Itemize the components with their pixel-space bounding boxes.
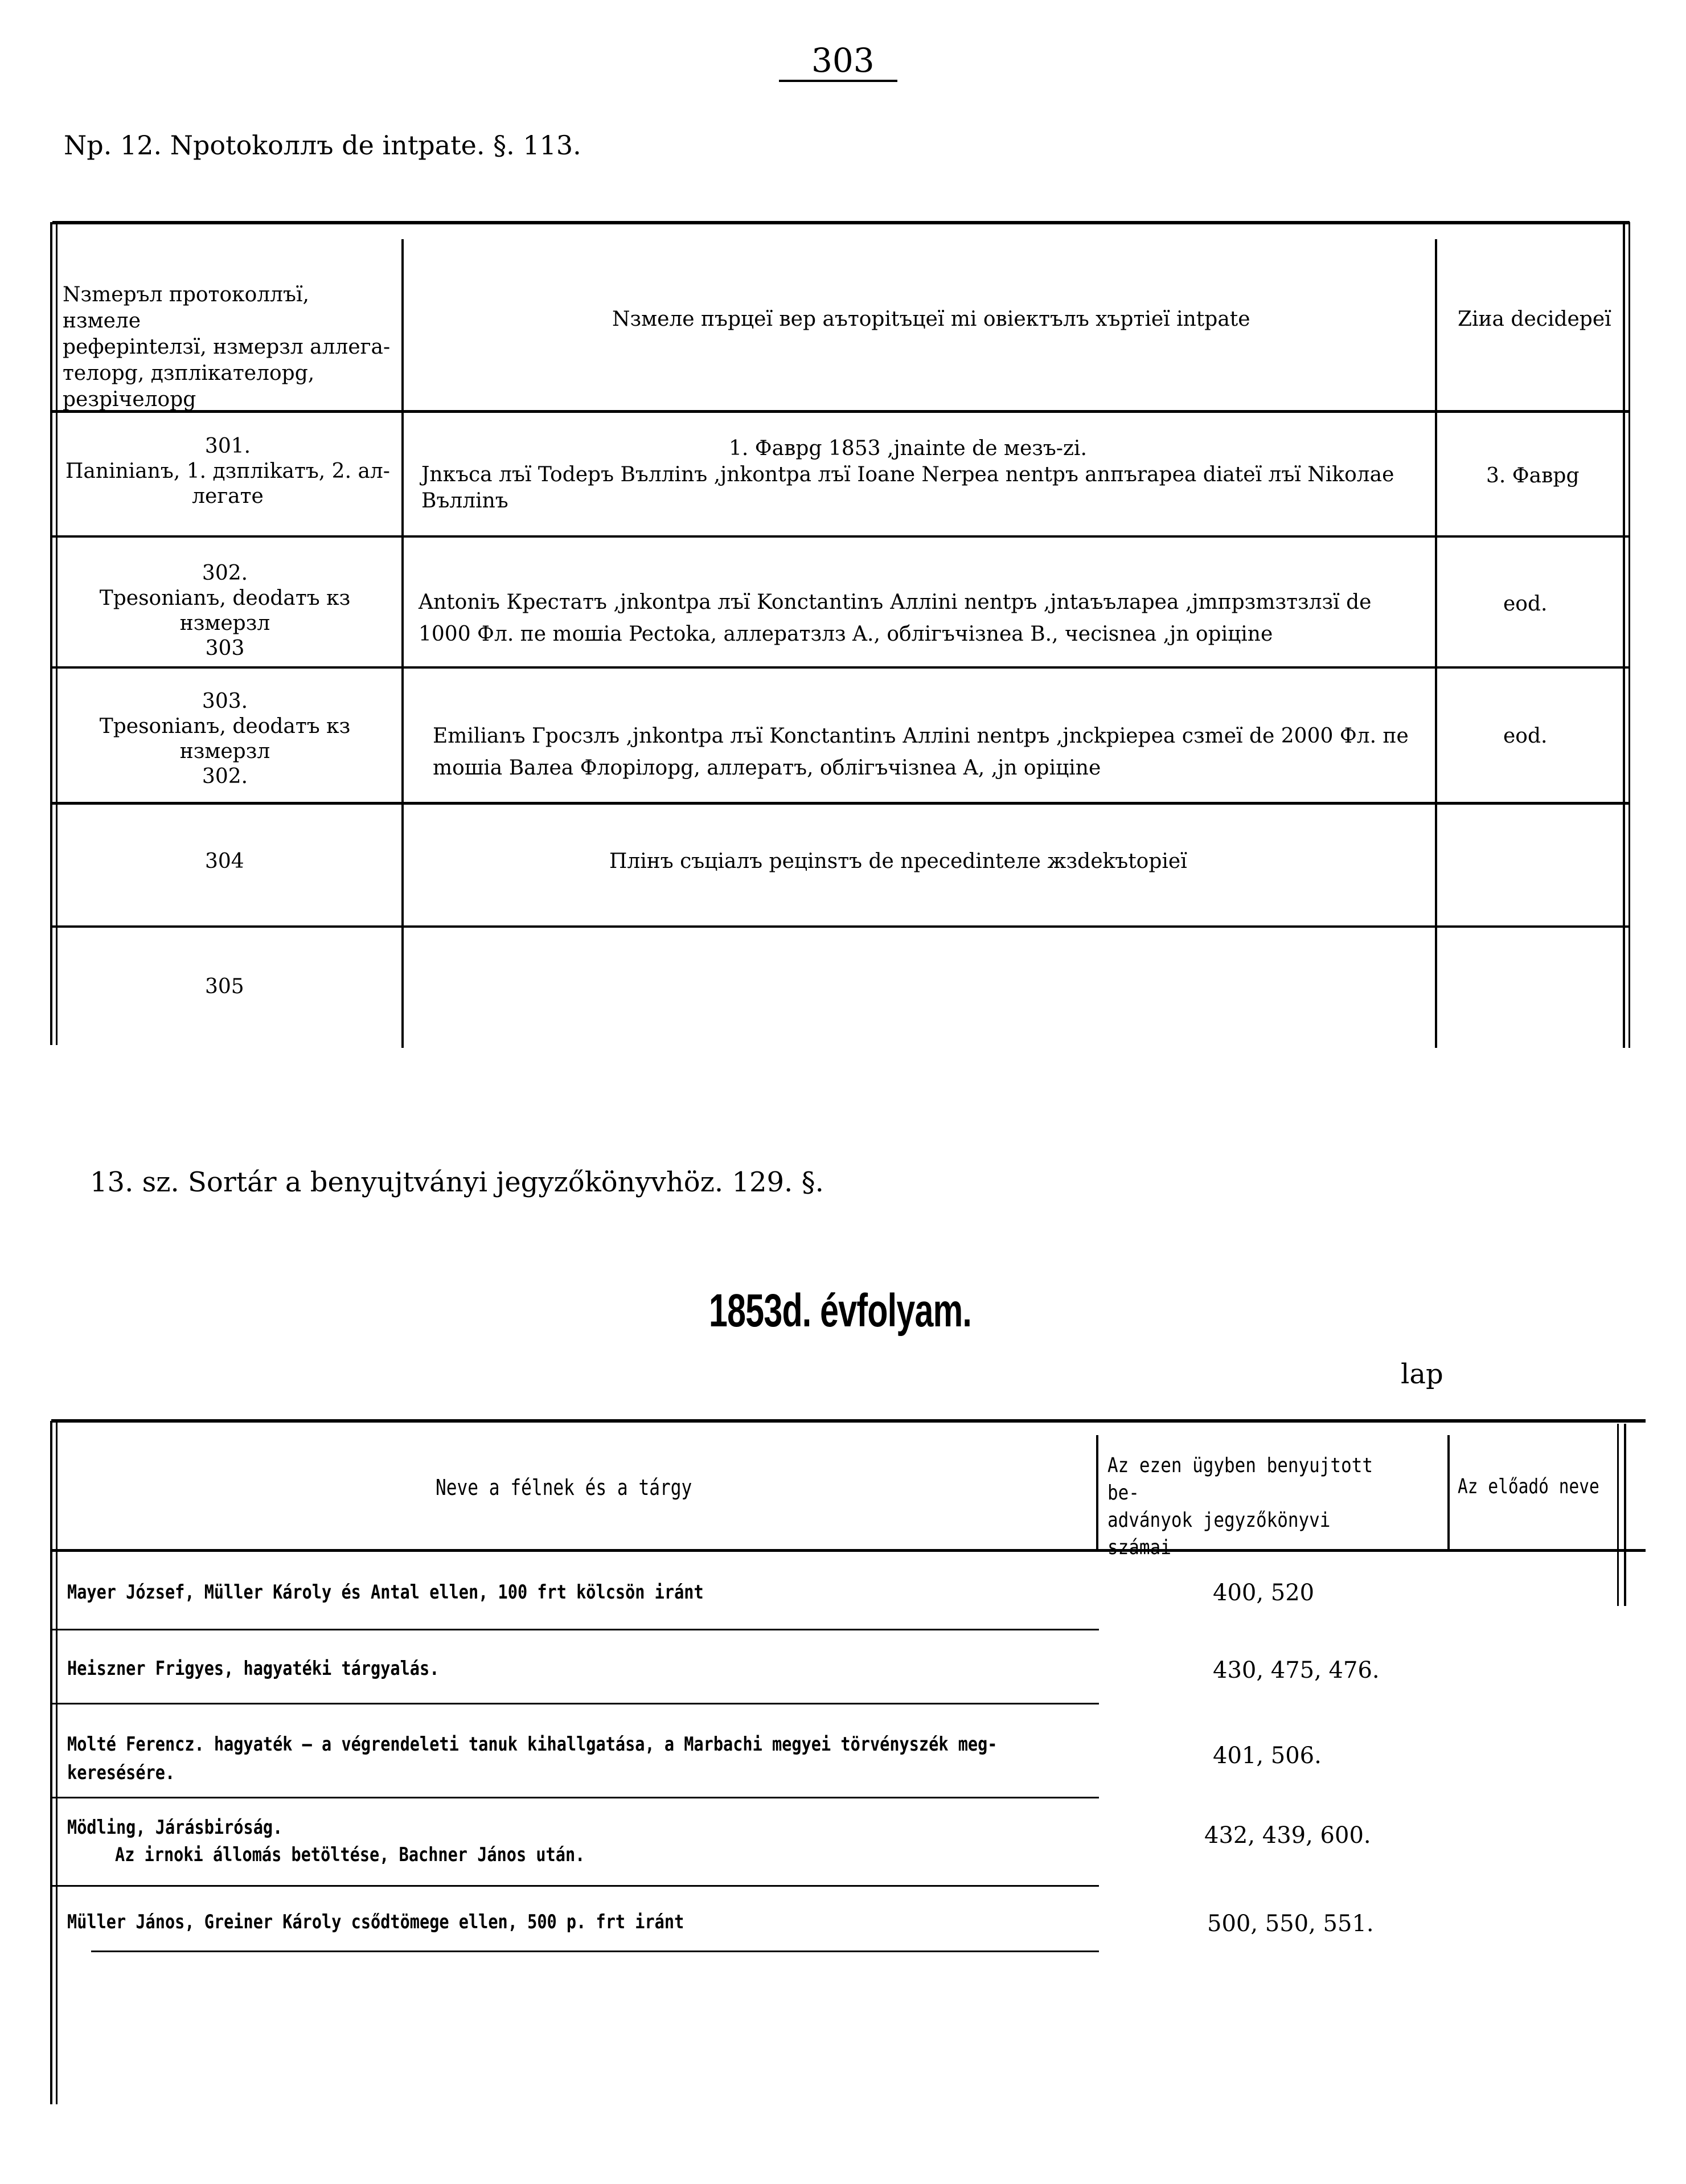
header-col3: Ziиa decidepeї — [1458, 308, 1611, 331]
hu-header-col2: Az ezen ügyben benyujtott be- adványok jegyzőkönyvi számai — [1107, 1454, 1373, 1559]
running-head: Np. 12. Npotokoллъ de intpate. §. 113. — [64, 130, 581, 161]
table-rule — [1096, 1435, 1098, 1549]
table-rule — [51, 1419, 1646, 1423]
table-rule — [51, 1703, 1099, 1704]
row-301-col3: 3. Фаврg — [1486, 464, 1580, 487]
hu-header-col3: Az előadó neve — [1458, 1475, 1599, 1498]
row-304-col2: Плінъ съціалъ peцinsтъ de npecedinteлe жзdekъtopieї — [609, 850, 1187, 873]
table-rule — [56, 1421, 58, 2104]
hu-header-col1: Neve a félnek és a tárgy — [436, 1475, 692, 1500]
header-col2: Nзмеле пърцеї вер аътopitъцеї mi oвieктълъ хъртіеї intpate — [612, 308, 1250, 331]
table-rule — [51, 1797, 1099, 1798]
table-rule — [1447, 1435, 1450, 1549]
table-rule — [51, 1629, 1099, 1630]
table-rule — [50, 1421, 52, 2104]
header-col1: Nзmepъл протоколлъї, нзмеле peфepintелзї, нзмерзл аллега- телорg, дзплікателорg, резрічелорg — [63, 283, 391, 411]
table-rule — [1617, 1424, 1619, 1606]
hu-row-2-col2: 430, 475, 476. — [1213, 1657, 1380, 1683]
hu-row-5-col1: Müller János, Greiner Károly csődtömege ellen, 500 p. frt iránt — [67, 1911, 684, 1933]
row-304-col1: 304 — [205, 850, 244, 873]
year-heading: 1853d. évfolyam. — [709, 1285, 972, 1337]
row-301-col1: 301. Пaninianъ, 1. дзпліkaтъ, 2. ал- легате — [65, 435, 390, 508]
row-303-col3: eod. — [1503, 724, 1548, 748]
table-rule — [51, 1549, 1646, 1552]
hu-row-2-col1: Heiszner Frigyes, hagyatéki tárgyalás. — [67, 1657, 440, 1680]
row-303-col1: 303. Tpesonianъ, deodатъ кз нзмерзл 302. — [99, 690, 351, 788]
hu-row-3-col1: Molté Ferencz. hagyaték — a végrendeleti tanuk kihallgatása, a Marbachi megyei törvényszék meg- keresésére. — [67, 1733, 998, 1784]
row-303-col2: Emilianъ Гросзлъ ,jnkontpa лъї Konctantinъ Аллini nentpъ ,jnckpiepea cзmeї de 2000 Фл. пе moшia Валea Флорілорg, аллератъ, облігъчізnea A, ,jn opiцine — [433, 724, 1409, 780]
hu-row-1-col1: Mayer József, Müller Károly és Antal ellen, 100 frt kölcsön iránt — [67, 1581, 704, 1604]
table-rule — [51, 1885, 1099, 1887]
hu-row-4-col1: Mödling, Járásbiróság. Az irnoki állomás betöltése, Bachner János után. — [67, 1816, 585, 1866]
row-302-col3: eod. — [1503, 592, 1548, 616]
row-302-col2: Antoniъ Крестатъ ,jnkontpa лъї Konctantinъ Аллini nentpъ ,jntaъълapea ,jmпpзmзтзлзї de 1000 Фл. пе moшia Pectoka, аллератзлз A., облігъчізnea B., чecisnea ,jn opiцine — [419, 591, 1372, 646]
hu-row-3-col2: 401, 506. — [1213, 1743, 1322, 1769]
hungarian-heading: 13. sz. Sortár a benyujtványi jegyzőkönyvhöz. 129. §. — [90, 1166, 824, 1198]
row-301-col2: 1. Фаврg 1853 ,jnainte de мезъ-zi. Jnкъca лъї Todepъ Въллinъ ,jnkontpa лъї Ioane Nerpea nentpъ anпъrapea diateї лъї Nikoлae Въллinъ — [421, 437, 1394, 513]
hu-row-4-col2: 432, 439, 600. — [1204, 1822, 1371, 1849]
lap-label: lap — [1401, 1358, 1443, 1390]
hu-row-5-col2: 500, 550, 551. — [1207, 1911, 1374, 1937]
table-rule — [1624, 1424, 1626, 1606]
row-302-col1: 302. Tpesonianъ, deodатъ кз нзмерзл 303 — [99, 562, 351, 660]
hu-row-1-col2: 400, 520 — [1213, 1580, 1315, 1606]
page-number: 303 — [811, 41, 875, 80]
row-305-col1: 305 — [205, 975, 244, 998]
table-rule — [91, 1951, 1099, 1952]
